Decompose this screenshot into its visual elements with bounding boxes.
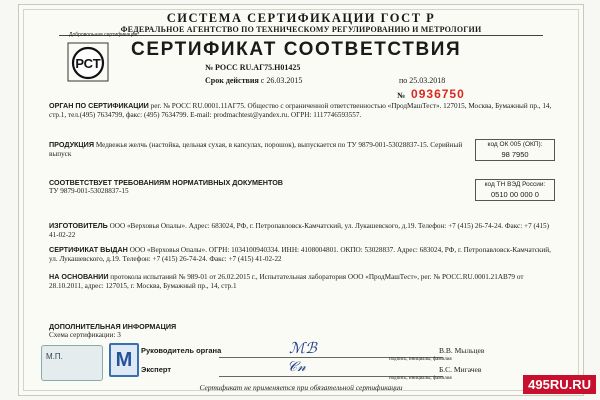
extra-info-section bbox=[49, 322, 553, 340]
okp-value: 98 7950 bbox=[501, 150, 529, 159]
product-section bbox=[49, 140, 463, 159]
certificate-page bbox=[18, 4, 584, 396]
serial-value: 0936750 bbox=[411, 87, 465, 101]
basis-label: НА ОСНОВАНИИ bbox=[49, 272, 109, 281]
organ-section bbox=[49, 101, 553, 120]
head-signature-icon: ℳℬ bbox=[289, 339, 317, 357]
serial-number bbox=[397, 87, 465, 101]
serial-prefix: № bbox=[397, 91, 406, 100]
basis-section bbox=[49, 272, 553, 291]
manufacturer-section bbox=[49, 221, 553, 240]
expert-caption: подпись, инициалы, фамилия bbox=[389, 376, 452, 381]
organ-text: рег. № РОСС RU.0001.11АГ75. Общество с ограниченной ответственностью «ПродМашТест». 127015, Москва, Бумажный пр., 14, стр.1, тел.(495) 7634799, факс: (495) 7634799. E-mail: prodmachtest@yandex.ru. ОГРН: 1117746593557. bbox=[49, 102, 552, 120]
basis-text: протокола испытаний № 989-01 от 26.02.2015 г., Испытательная лаборатория ООО «ПродМашТест», рег. № РОСС.RU.0001.21АВ79 от 28.10.2011, адрес: 127015, г. Москва, Бумажный пр., 14, стр.1 bbox=[49, 273, 524, 291]
extra-info-label: ДОПОЛНИТЕЛЬНАЯ ИНФОРМАЦИЯ bbox=[49, 322, 177, 331]
document-title: СЕРТИФИКАТ СООТВЕТСТВИЯ bbox=[131, 39, 462, 60]
validity-to-date: по 25.03.2018 bbox=[399, 76, 446, 85]
manufacturer-text: ООО «Верховья Опалы». Адрес: 683024, РФ, г. Петропавловск-Камчатский, ул. Лукашевского, д.19. Телефон: +7 (415) 26-74-24. Факс: +7 (415) 41-02-22 bbox=[49, 222, 550, 240]
extra-info-text: Схема сертификации: 3 bbox=[49, 331, 121, 340]
product-label: ПРОДУКЦИЯ bbox=[49, 140, 95, 149]
requirements-text: ТУ 9879-001-53028837-15 bbox=[49, 187, 129, 196]
lab-logo-icon: M bbox=[109, 343, 139, 377]
logo-mark: РСТ bbox=[75, 56, 101, 71]
agency-title: ФЕДЕРАЛЬНОЕ АГЕНТСТВО ПО ТЕХНИЧЕСКОМУ РЕГУЛИРОВАНИЮ И МЕТРОЛОГИИ bbox=[120, 25, 482, 34]
expert-label: Эксперт bbox=[141, 365, 172, 374]
head-label: Руководитель органа bbox=[141, 346, 222, 355]
system-title: СИСТЕМА СЕРТИФИКАЦИИ ГОСТ Р bbox=[166, 11, 436, 25]
product-text: Медвежья желчь (настойка, цельная сухая, в капсулах, порошок), выпускается по ТУ 9879-001-53028837-15. Серийный выпуск bbox=[49, 141, 463, 159]
issued-label: СЕРТИФИКАТ ВЫДАН bbox=[49, 245, 128, 254]
head-name: В.В. Мыльцев bbox=[439, 346, 485, 355]
tnved-code-box bbox=[475, 179, 555, 201]
requirements-section bbox=[49, 178, 463, 196]
tnved-value: 0510 00 000 0 bbox=[491, 190, 539, 199]
gost-logo-icon bbox=[67, 36, 109, 82]
expert-name: Б.С. Мигачев bbox=[439, 365, 482, 374]
footer-note: Сертификат не применяется при обязательной сертификации bbox=[199, 383, 403, 392]
issued-text: ООО «Верховья Опалы». ОГРН: 1034100940334. ИНН: 4108004801. ОКПО: 53028837. Адрес: 683024, РФ, г. Петропавловск-Камчатский, ул. Лукашевского, д.19. Телефон: +7 (415) 26-74-24. Факс: +7 (415) 41-02-22 bbox=[49, 246, 551, 264]
validity-label: Срок действия bbox=[205, 76, 259, 85]
okp-code-box bbox=[475, 139, 555, 161]
issued-section bbox=[49, 245, 553, 264]
stamp-label: М.П. bbox=[46, 352, 63, 361]
okp-label: код ОК 005 (ОКП): bbox=[487, 141, 543, 148]
site-watermark: 495RU.RU bbox=[523, 375, 596, 394]
expert-signature-icon: 𝒞𝓃 bbox=[287, 359, 306, 375]
head-caption: подпись, инициалы, фамилия bbox=[389, 357, 452, 362]
requirements-label: СООТВЕТСТВУЕТ ТРЕБОВАНИЯМ НОРМАТИВНЫХ ДОКУМЕНТОВ bbox=[49, 178, 283, 187]
validity-from-date: с 26.03.2015 bbox=[260, 76, 303, 85]
tnved-label: код ТН ВЭД России: bbox=[484, 181, 546, 188]
manufacturer-label: ИЗГОТОВИТЕЛЬ bbox=[49, 221, 108, 230]
organ-label: ОРГАН ПО СЕРТИФИКАЦИИ bbox=[49, 101, 149, 110]
registration-number: № РОСС RU.AГ75.H01425 bbox=[205, 63, 301, 72]
logo-caption: Добровольная сертификация bbox=[69, 32, 138, 38]
official-stamp bbox=[41, 345, 103, 381]
validity-from bbox=[205, 76, 302, 85]
